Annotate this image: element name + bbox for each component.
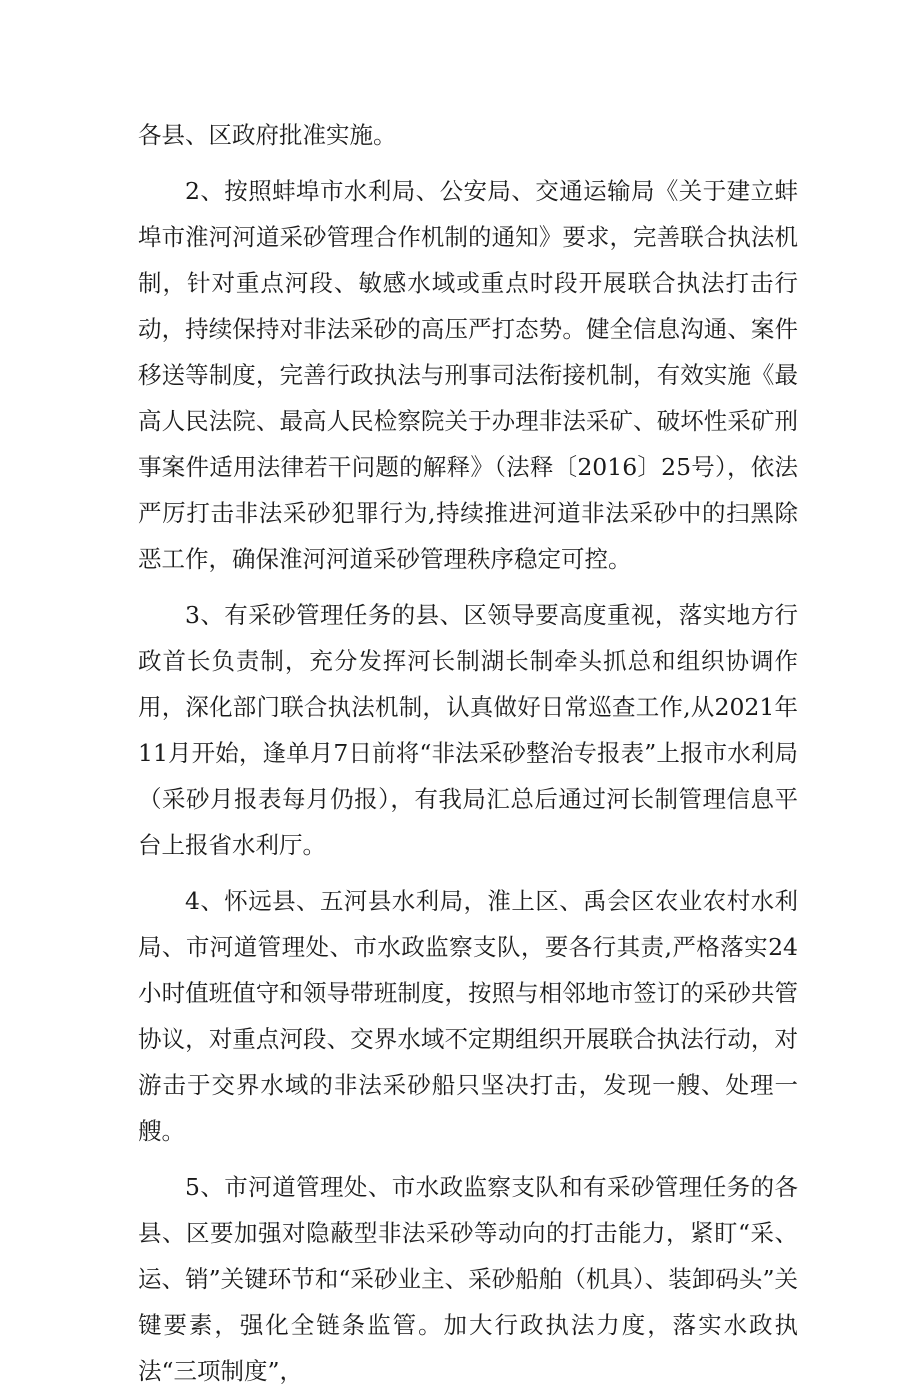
paragraph-item-5: 5、市河道管理处、市水政监察支队和有采砂管理任务的各县、区要加强对隐蔽型非法采砂等动向的打击能力，紧盯“采、运、销”关键环节和“采砂业主、采砂船舶（机具）、装卸码头”关键要素，强化全链条监管。加大行政执法力度，落实水政执法“三项制度”， [138,1173,798,1385]
paragraph-item-4: 4、怀远县、五河县水利局，淮上区、禹会区农业农村水利局、市河道管理处、市水政监察支队，要各行其责,严格落实24小时值班值守和领导带班制度，按照与相邻地市签订的采砂共管协议，对重点河段、交界水域不定期组织开展联合执法行动，对游击于交界水域的非法采砂船只坚决打击，发现一艘、处理一艘。 [138,887,798,1145]
paragraph-continuation: 各县、区政府批准实施。 [138,121,397,149]
paragraph-item-2: 2、按照蚌埠市水利局、公安局、交通运输局《关于建立蚌埠市淮河河道采砂管理合作机制的通知》要求，完善联合执法机制，针对重点河段、敏感水域或重点时段开展联合执法打击行动，持续保持对非法采砂的高压严打态势。健全信息沟通、案件移送等制度，完善行政执法与刑事司法衔接机制，有效实施《最高人民法院、最高人民检察院关于办理非法采矿、破坏性采矿刑事案件适用法律若干问题的解释》（法释〔2016〕25号），依法严厉打击非法采砂犯罪行为,持续推进河道非法采砂中的扫黑除恶工作，确保淮河河道采砂管理秩序稳定可控。 [138,177,798,573]
paragraph-item-3: 3、有采砂管理任务的县、区领导要高度重视，落实地方行政首长负责制，充分发挥河长制湖长制牵头抓总和组织协调作用，深化部门联合执法机制，认真做好日常巡查工作,从2021年11月开始，逢单月7日前将“非法采砂整治专报表”上报市水利局（采砂月报表每月仍报），有我局汇总后通过河长制管理信息平台上报省水利厅。 [138,601,798,859]
document-body [138,112,798,1394]
